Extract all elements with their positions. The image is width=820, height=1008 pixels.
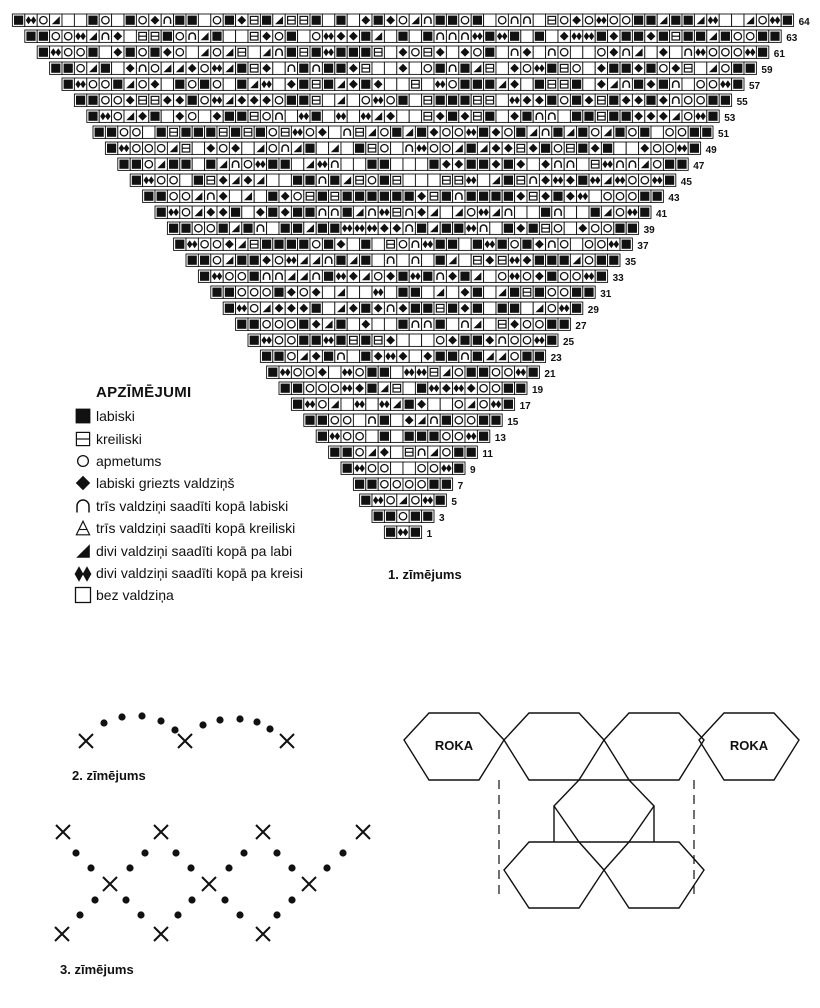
row-number-label: 11 [482,448,493,460]
chart-1-caption: 1. zīmējums [388,567,462,582]
legend-title: APZĪMĒJUMI [96,384,192,401]
row-number-label: 43 [668,192,680,204]
hex-label-right: ROKA [729,738,769,753]
row-number-label: 29 [587,304,599,316]
row-number-label: 19 [532,384,544,396]
hex-bottom-2 [604,842,704,908]
row-number-label: 53 [724,112,736,124]
legend-item-label: divi valdziņi saadīti kopā pa kreisi [96,564,303,581]
chart-2-caption: 2. zīmējums [72,768,146,783]
row-number-label: 59 [761,64,773,76]
row-number-label: 63 [786,32,798,44]
legend-item-label: trīs valdziņi saadīti kopā labiski [96,497,289,514]
hex-label-left: ROKA [434,738,474,753]
legend-item-label: kreiliski [96,430,142,447]
row-number-label: 57 [749,80,761,92]
legend-item-label: trīs valdziņi saadīti kopā kreiliski [96,520,296,537]
row-number-label: 61 [773,48,785,60]
row-number-label: 17 [519,400,531,412]
row-number-label: 13 [494,432,506,444]
row-number-label: 5 [451,496,457,508]
legend-item-label: bez valdziņa [96,587,174,604]
row-number-label: 3 [439,512,445,524]
legend-item-label: labiski griezts valdziņš [96,475,235,492]
row-number-label: 39 [643,224,655,236]
row-number-label: 33 [612,272,624,284]
row-number-label: 25 [563,336,575,348]
row-number-label: 49 [705,144,717,156]
row-number-label: 15 [507,416,519,428]
chart-3-caption: 3. zīmējums [60,962,134,977]
row-number-label: 23 [550,352,562,364]
row-number-label: 21 [544,368,556,380]
row-number-label: 1 [426,528,433,540]
row-number-label: 55 [736,96,748,108]
legend-item-label: apmetums [96,452,162,469]
hex-top-2 [604,713,704,780]
hex-top-1 [504,713,604,780]
row-number-label: 64 [798,16,810,28]
legend-item-label: divi valdziņi saadīti kopā pa labi [96,542,293,559]
row-number-label: 51 [718,128,730,140]
row-number-label: 27 [575,320,587,332]
row-number-label: 35 [625,256,637,268]
hex-middle-1 [554,780,654,842]
legend-item-label: labiski [96,408,135,425]
row-number-label: 31 [600,288,612,300]
hex-bottom-1 [504,842,604,908]
row-number-label: 47 [693,160,705,172]
row-number-label: 37 [637,240,649,252]
row-number-label: 45 [680,176,692,188]
row-number-label: 7 [457,480,464,492]
row-number-label: 41 [656,208,668,220]
row-number-label: 9 [470,464,476,476]
